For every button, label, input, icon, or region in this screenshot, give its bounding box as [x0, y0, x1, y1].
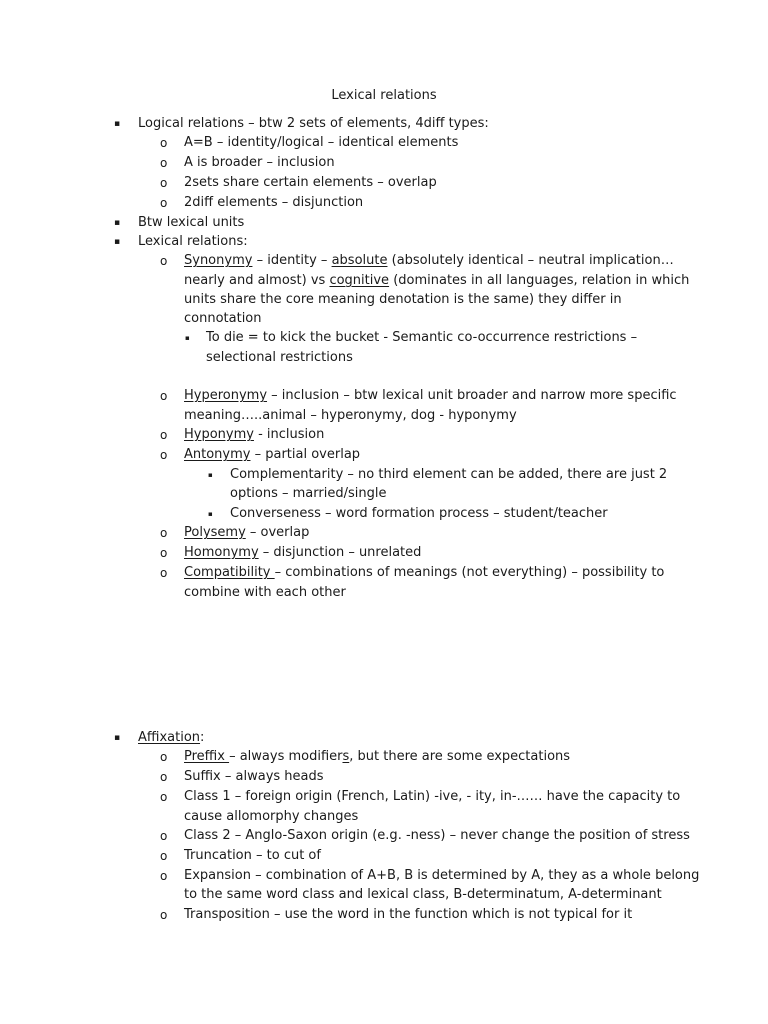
list-item-preffix: Preffix – always modifiers, but there are some expectations [184, 749, 571, 764]
list-item-lexical-relations: Lexical relations: [138, 234, 248, 249]
circle-bullet: o [160, 908, 168, 922]
circle-bullet: o [160, 869, 168, 883]
list-item-converseness: Converseness – word formation process – student/teacher [230, 506, 608, 521]
term-cognitive: cognitive [329, 273, 390, 288]
complementarity-line-2: options – married/single [230, 486, 387, 501]
list-item-logical-relations: Logical relations – btw 2 sets of elements, 4diff types: [138, 116, 489, 131]
circle-bullet: o [160, 526, 168, 540]
term-hyperonymy: Hyperonymy [184, 388, 268, 403]
square-bullet: ▪ [208, 471, 213, 479]
list-item-suffix: Suffix – always heads [184, 769, 324, 784]
term-preffix: Preffix [184, 749, 230, 764]
class-1-line-2: cause allomorphy changes [184, 809, 359, 824]
circle-bullet: o [160, 136, 168, 150]
term-hyponymy: Hyponymy [184, 427, 254, 442]
list-item-btw-lexical-units: Btw lexical units [138, 215, 245, 230]
list-item-polysemy: Polysemy – overlap [184, 525, 310, 540]
list-item-compatibility: Compatibility – combinations of meanings (not everything) – possibility to [184, 565, 665, 580]
list-item-inclusion: A is broader – inclusion [184, 155, 335, 170]
circle-bullet: o [160, 790, 168, 804]
square-bullet: ▪ [114, 237, 121, 247]
list-item-truncation: Truncation – to cut of [184, 848, 321, 863]
circle-bullet: o [160, 428, 168, 442]
square-bullet: ▪ [208, 510, 213, 518]
list-item-affixation: Affixation: [138, 730, 205, 745]
term-homonymy: Homonymy [184, 545, 259, 560]
circle-bullet: o [160, 176, 168, 190]
circle-bullet: o [160, 254, 168, 268]
square-bullet: ▪ [114, 733, 121, 743]
synonymy-line-4: connotation [184, 311, 262, 326]
term-affixation: Affixation [138, 730, 201, 745]
circle-bullet: o [160, 770, 168, 784]
list-item-transposition: Transposition – use the word in the function which is not typical for it [184, 907, 633, 922]
list-item-hyperonymy: Hyperonymy – inclusion – btw lexical unit broader and narrow more specific [184, 388, 677, 403]
circle-bullet: o [160, 750, 168, 764]
circle-bullet: o [160, 196, 168, 210]
list-item-synonymy: Synonymy – identity – absolute (absolutely identical – neutral implication… [184, 253, 674, 268]
list-item-class-2: Class 2 – Anglo-Saxon origin (e.g. -ness) – never change the position of stress [184, 828, 690, 843]
circle-bullet: o [160, 448, 168, 462]
circle-bullet: o [160, 849, 168, 863]
list-item-hyponymy: Hyponymy - inclusion [184, 427, 325, 442]
synonymy-line-2: nearly and almost) vs cognitive (dominates in all languages, relation in which [184, 273, 690, 288]
list-item-expansion: Expansion – combination of A+B, B is determined by A, they as a whole belong [184, 868, 700, 883]
square-bullet: ▪ [114, 218, 121, 228]
square-bullet: ▪ [185, 334, 190, 342]
list-item-kick-the-bucket: To die = to kick the bucket - Semantic co-occurrence restrictions – [206, 330, 638, 345]
list-item-overlap: 2sets share certain elements – overlap [184, 175, 437, 190]
term-synonymy: Synonymy [184, 253, 253, 268]
circle-bullet: o [160, 546, 168, 560]
synonymy-line-3: units share the core meaning denotation is the same) they differ in [184, 292, 622, 307]
list-item-disjunction: 2diff elements – disjunction [184, 195, 364, 210]
hyperonymy-line-2: meaning…..animal – hyperonymy, dog - hyponymy [184, 408, 517, 423]
square-bullet: ▪ [114, 119, 121, 129]
term-absolute: absolute [331, 253, 388, 268]
expansion-line-2: to the same word class and lexical class, B-determinatum, A-determinant [184, 887, 662, 902]
circle-bullet: o [160, 389, 168, 403]
kick-the-bucket-line-2: selectional restrictions [206, 350, 353, 365]
term-compatibility: Compatibility [184, 565, 275, 580]
circle-bullet: o [160, 829, 168, 843]
list-item-identity: A=B – identity/logical – identical elements [184, 135, 459, 150]
page-title: Lexical relations [331, 88, 437, 103]
term-polysemy: Polysemy [184, 525, 246, 540]
list-item-homonymy: Homonymy – disjunction – unrelated [184, 545, 422, 560]
circle-bullet: o [160, 566, 168, 580]
term-antonymy: Antonymy [184, 447, 251, 462]
list-item-complementarity: Complementarity – no third element can be added, there are just 2 [230, 467, 668, 482]
compatibility-line-2: combine with each other [184, 585, 346, 600]
list-item-class-1: Class 1 – foreign origin (French, Latin) -ive, - ity, in-…… have the capacity to [184, 789, 681, 804]
list-item-antonymy: Antonymy – partial overlap [184, 447, 361, 462]
circle-bullet: o [160, 156, 168, 170]
